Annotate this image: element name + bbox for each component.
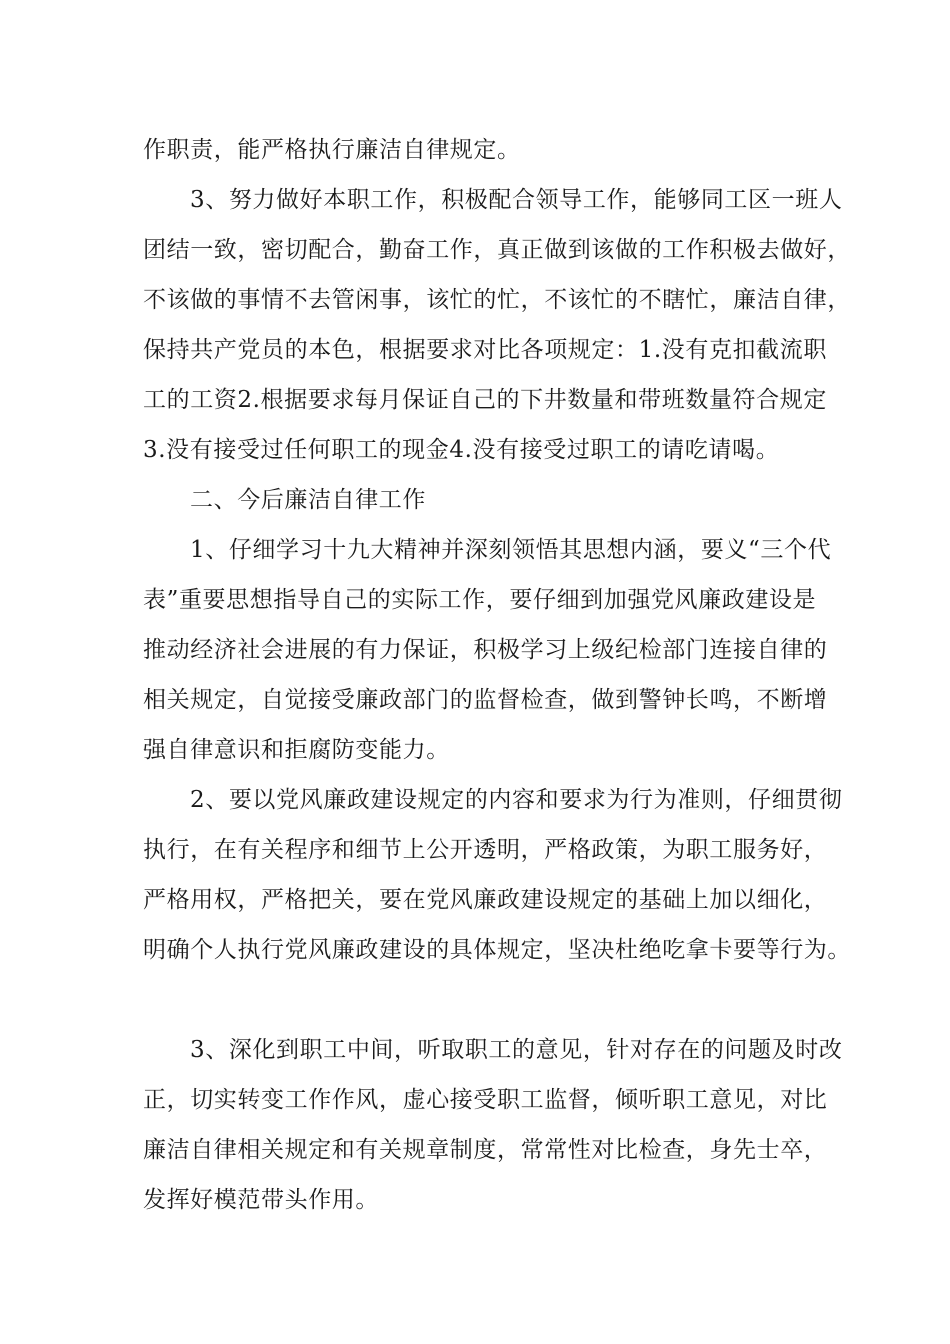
text-line: 表”重要思想指导自己的实际工作，要仔细到加强党风廉政建设是 [143, 587, 817, 613]
text-line: 作职责，能严格执行廉洁自律规定。 [143, 137, 521, 163]
text-line: 强自律意识和拒腐防变能力。 [143, 737, 450, 763]
text-line: 推动经济社会进展的有力保证，积极学习上级纪检部门连接自律的 [143, 637, 828, 663]
text-line: 团结一致，密切配合，勤奋工作，真正做到该做的工作积极去做好， [143, 237, 851, 263]
text-line: 3、深化到职工中间，听取职工的意见，针对存在的问题及时改 [190, 1037, 843, 1063]
text-line: 3、努力做好本职工作，积极配合领导工作，能够同工区一班人 [190, 187, 843, 213]
text-line: 廉洁自律相关规定和有关规章制度，常常性对比检查，身先士卒， [143, 1137, 828, 1163]
text-line: 工的工资2.根据要求每月保证自己的下井数量和带班数量符合规定 [143, 387, 827, 413]
text-line: 不该做的事情不去管闲事，该忙的忙，不该忙的不瞎忙，廉洁自律， [143, 287, 851, 313]
text-line: 明确个人执行党风廉政建设的具体规定，坚决杜绝吃拿卡要等行为。 [143, 937, 851, 963]
text-line: 3.没有接受过任何职工的现金4.没有接受过职工的请吃请喝。 [143, 437, 780, 463]
section-heading: 二、今后廉洁自律工作 [190, 487, 426, 513]
text-line: 发挥好模范带头作用。 [143, 1187, 379, 1213]
text-line: 1、仔细学习十九大精神并深刻领悟其思想内涵，要义“三个代 [190, 537, 832, 563]
text-line: 2、要以党风廉政建设规定的内容和要求为行为准则，仔细贯彻 [190, 787, 843, 813]
text-line: 严格用权，严格把关，要在党风廉政建设规定的基础上加以细化， [143, 887, 828, 913]
text-line: 执行，在有关程序和细节上公开透明，严格政策，为职工服务好， [143, 837, 828, 863]
text-line: 相关规定，自觉接受廉政部门的监督检查，做到警钟长鸣，不断增 [143, 687, 828, 713]
text-line: 保持共产党员的本色，根据要求对比各项规定：1.没有克扣截流职 [143, 337, 827, 363]
text-line: 正，切实转变工作作风，虚心接受职工监督，倾听职工意见，对比 [143, 1087, 828, 1113]
